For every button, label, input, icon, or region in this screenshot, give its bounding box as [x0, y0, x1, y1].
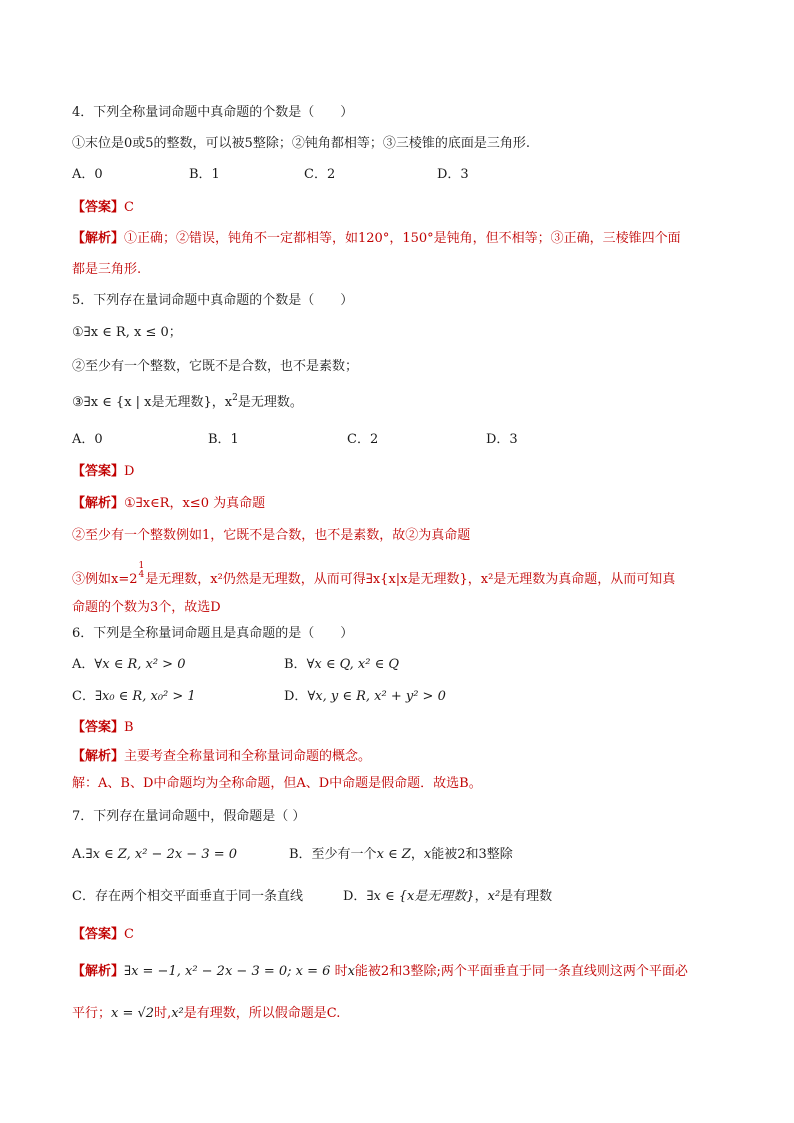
q6-option-d [284, 687, 446, 707]
math-expression-2: x² [487, 889, 501, 904]
option-text-b: ， [410, 847, 424, 862]
q6-stem: 6．下列是全称量词命题且是真命题的是（ ） [72, 626, 354, 641]
q6-option-c [72, 687, 196, 707]
q6-analysis-line1 [72, 747, 371, 767]
option-text-a: D． [343, 889, 367, 904]
q4-option-c: C．2 [304, 167, 336, 182]
q5-answer [72, 462, 134, 482]
q5-item3 [72, 393, 303, 413]
math-expression: x = √2 [111, 1006, 155, 1021]
analysis-text-a: 平行； [72, 1006, 112, 1021]
fraction-numerator: 1 [138, 561, 145, 571]
item-marker: ③ [72, 395, 84, 410]
analysis-tag: 【解析】 [72, 231, 125, 246]
analysis-text: ①∃x∈R，x≤0 为真命题 [124, 496, 266, 511]
variable-x: x [423, 847, 432, 862]
item-suffix: ； [168, 325, 182, 340]
q5-option-d: D．3 [486, 432, 518, 447]
option-text-a: B．至少有一个 [289, 847, 377, 862]
math-expression: ∃x ∈ {x是无理数} [366, 889, 475, 904]
option-label: A. [72, 847, 86, 862]
math-expression: ∀x, y ∈ R, x² + y² > 0 [307, 689, 446, 704]
item-text-b: 是无理数。 [237, 395, 303, 410]
analysis-text: 主要考查全称量词和全称量词命题的概念。 [124, 749, 372, 764]
q4-analysis-line2: 都是三角形. [72, 262, 142, 277]
math-expression-2: x² [171, 1006, 184, 1021]
answer-value: B [124, 720, 134, 735]
q5-analysis-line3 [72, 562, 675, 590]
q5-analysis-line4: 命题的个数为3个，故选D [72, 600, 221, 615]
math-expression: ∃x₀ ∈ R, x₀² > 1 [94, 689, 196, 704]
option-label: B． [284, 657, 307, 672]
q7-option-a [72, 845, 237, 865]
q7-analysis-line2 [72, 1004, 340, 1024]
q5-item2: ②至少有一个整数，它既不是合数，也不是素数； [72, 359, 359, 374]
q7-stem: 7．下列存在量词命题中，假命题是（ ） [72, 809, 306, 824]
q7-answer [72, 925, 134, 945]
analysis-tag: 【解析】 [72, 749, 125, 764]
q7-option-b [289, 845, 513, 865]
answer-value: D [124, 464, 135, 479]
q6-option-a [72, 655, 185, 675]
fraction-exponent [139, 562, 145, 580]
option-label: C． [72, 689, 95, 704]
q4-option-b: B．1 [189, 167, 220, 182]
math-expression: ∃x ∈ R, x ≤ 0 [83, 325, 169, 340]
option-label: A． [72, 657, 95, 672]
q4-answer [72, 198, 134, 218]
q5-option-b: B．1 [208, 432, 239, 447]
variable-x: x [347, 964, 355, 979]
fraction-denominator: 4 [138, 570, 145, 580]
q5-analysis-line1 [72, 494, 265, 514]
analysis-text-a: 时 [334, 964, 348, 979]
option-text-c: 是有理数 [500, 889, 553, 904]
item-text-a: ∃x ∈ {x | x是无理数}，x [83, 395, 233, 410]
answer-value: C [124, 927, 134, 942]
answer-tag: 【答案】 [72, 927, 125, 942]
q4-analysis-line1 [72, 229, 681, 249]
q4-option-a: A．0 [72, 167, 103, 182]
q4-detail: ①末位是0或5的整数，可以被5整除；②钝角都相等；③三棱锥的底面是三角形. [72, 136, 530, 151]
power-base: 2 [129, 572, 138, 587]
option-text-c: 能被2和3整除 [431, 847, 513, 862]
answer-tag: 【答案】 [72, 464, 125, 479]
analysis-tag: 【解析】 [72, 496, 125, 511]
option-label: D． [284, 689, 308, 704]
analysis-text-a: ③例如x= [72, 572, 130, 587]
q5-item1 [72, 323, 182, 343]
q7-option-d [343, 887, 552, 907]
q5-analysis-line2: ②至少有一个整数例如1，它既不是合数，也不是素数，故②为真命题 [72, 528, 471, 543]
answer-tag: 【答案】 [72, 720, 125, 735]
analysis-text-b: 时, [154, 1006, 172, 1021]
q7-analysis-line1 [72, 962, 688, 982]
math-expression: ∃x = −1, x² − 2x − 3 = 0; x = 6 [124, 964, 331, 979]
q5-option-c: C．2 [347, 432, 379, 447]
analysis-text-c: 是有理数，所以假命题是C. [183, 1006, 341, 1021]
q7-option-c: C．存在两个相交平面垂直于同一条直线 [72, 889, 303, 904]
math-expression: ∀x ∈ Q, x² ∈ Q [306, 657, 399, 672]
exponent: 2 [232, 393, 238, 403]
q4-stem: 4．下列全称量词命题中真命题的个数是（ ） [72, 105, 354, 120]
item-marker: ① [72, 325, 84, 340]
math-expression: ∃x ∈ Z, x² − 2x − 3 = 0 [85, 847, 238, 862]
math-expression: x ∈ Z [376, 847, 411, 862]
analysis-text-b: 能被2和3整除;两个平面垂直于同一条直线则这两个平面必 [354, 964, 688, 979]
analysis-tag: 【解析】 [72, 964, 125, 979]
q6-analysis-line2: 解：A、B、D中命题均为全称命题，但A、D中命题是假命题．故选B。 [72, 776, 482, 791]
q4-option-d: D．3 [437, 167, 469, 182]
answer-tag: 【答案】 [72, 200, 125, 215]
q5-stem: 5．下列存在量词命题中真命题的个数是（ ） [72, 293, 354, 308]
analysis-text: ①正确；②错误，钝角不一定都相等，如120°，150°是钝角，但不相等；③正确，三棱锥四个面 [124, 231, 681, 246]
option-text-b: ， [474, 889, 488, 904]
q5-option-a: A．0 [72, 432, 103, 447]
analysis-text-b: 是无理数，x²仍然是无理数，从而可得∃x{x|x是无理数}，x²是无理数为真命题，从而可知真 [145, 572, 676, 587]
math-expression: ∀x ∈ R, x² > 0 [94, 657, 186, 672]
q6-answer [72, 718, 134, 738]
q6-option-b [284, 655, 399, 675]
answer-value: C [124, 200, 134, 215]
